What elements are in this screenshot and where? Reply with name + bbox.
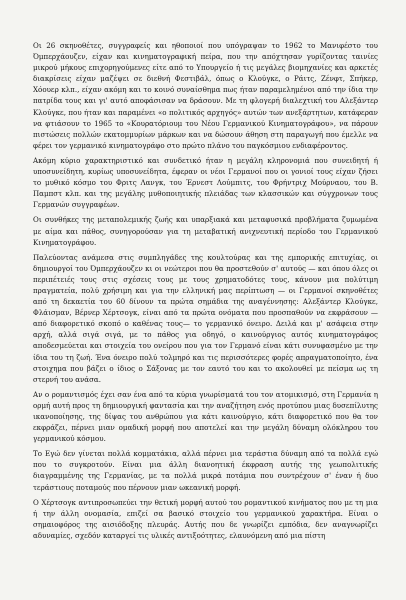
paragraph-3: Οι συνθήκες της μεταπολεμικής ζωής και υπαρξιακά και μεταφυσικά προβλήματα ζυμωμένα με αίμα και πάθος, συνηγορούσαν για τη μεταβατική ανιχνευτική περίοδο του Γερμανικού Κινηματογράφου.: [33, 215, 378, 247]
paragraph-4: Παλεύοντας ανάμεσα στις συμπληγάδες της κουλτούρας και της εμπορικής επιτυχίας, οι δημιουργοί του Όμπερχάουζεν κι οι νεώτεροι που θα προστεθούν σ' αυτούς — και όπου όλες οι περιπέτειές τους στις σχέσεις τους με τους χρηματοδότες τους, κάνουν μια πολύτιμη πραγματεία, πολύ χρήσιμη και για την ελληνική μας περίπτωση — οι Γερμανοί σκηνοθέτες από τη δεκαετία του 60 δίνουν τα πρώτα σημάδια της αναγέννησης: Αλεξάντερ Κλούγκε, Φλάισμαν, Βέρνερ Χέρτσογκ, είναι από τα πρώτα ονόματα που προσπαθούν να εκφράσουν —από διαφορετικό σκοπό ο καθένας τους— το γερμανικό όνειρο. Δειλά και μ' ασάφεια στην αρχή, αλλά σιγά σιγά, με το πάθος για οδηγό, ο καινούργιος αυτός κινηματογράφος αποδεσμεύεται και στοιχεία του ονείρου που για τον Γερμανό είναι κάτι συνυφασμένο με την ίδια του τη ζωή. Ένα όνειρο πολύ τολμηρό και τις περισσότερες φορές απραγματοποίητο, ένα στοιχημα που βάζει ο ίδιος ο Σάξονας με τον εαυτό του και το ακολουθεί με πείσμα ως τη στερνή του ανάσα.: [33, 252, 378, 384]
paragraph-7: Ο Χέρτσογκ αντιπροσωπεύει την θετική μορφή αυτού του ρομαντικού κινήματος που με τη μια ή την άλλη ονομασία, επιζεί σα βασικό στοιχείο του γερμανικού χαρακτήρα. Είναι ο σημαιοφόρος της αισιόδοξης πλευράς. Αυτής που δε γνωρίζει εμπόδια, δεν αναγνωρίζει αδυναμίες, σχεδόν καταργεί τις υλικές αντιξοότητες, ελαυνόμενη από μια πίστη: [33, 497, 378, 540]
paragraph-1: Οι 26 σκηνοθέτες, συγγραφείς και ηθοποιοί που υπόγραψαν το 1962 το Μανιφέστο του Όμπερχάουζεν, είχαν και κινηματογραφική πείρα, που την απόχτησαν γυρίζοντας ταινίες μικρού μήκους επιχορηγούμενες είτε από το Υπουργείο ή τις μεγάλες βιομηχανίες και αρκετές διακρίσεις είχαν μαζέψει σε διεθνή Φεστιβάλ, όπως ο Κλούγκε, ο Ράιτς, Ζένφτ, Σπήκερ, Χόουερ κλπ., είχαν ακόμη και το κοινό συναίσθημα πως ήταν παραμελημένοι από την ίδια την πατρίδα τους και γι' αυτό αποφάσισαν να δράσουν. Με τη φλογερή διαλεχτική του Αλεξάντερ Κλούγκε, που ήταν και παραμένει «ο πολιτικός αρχηγός» αυτών των ανεξάρτητων, κατάφεραν να φτιάσουν το 1965 το «Κουρατόριουμ του Νέου Γερμανικού Κινηματογράφου», να πάρουν πιστώσεις πολλών εκατομμυρίων μάρκων και να δώσουν άθηση στη παραγωγή που έμελλε να φέρει τον γερμανικό κινηματογράφο στο πρώτο πλάνο του παγκόσμιου ενδιαφέροντος.: [33, 41, 378, 150]
paragraph-6: Το Εγώ δεν γίνεται πολλά κομματάκια, αλλά πέρνει μια τεράστια δύναμη από τα πολλά εγώ που το συγκροτούν. Είναι μια άλλη διανοητική έκφραση αυτής της γεωπολιτικής διαγραμμένης της Γερμανίας, με τα πολλά μικρά ποτάμια που συντρέχουν σ' έναν ή δυο τεράστιους ποταμούς που πέρνουν μιαν ωκεανική μορφή.: [33, 449, 378, 492]
paragraph-2: Ακόμη κύριο χαρακτηριστικό και συνδετικό ήταν η μεγάλη κληρονομιά που συνειδητή ή υποσυνείδητη, κυρίως υποσυνείδητα, έφεραν οι νέοι Γερμανοί που οι γονιοί τους είχαν ζήσει το μυθικό κόσμο του Φριτς Λανγκ, του Έρνεστ Λούμπιτς, του Φρήντριχ Μούρναου, του Β. Παμπστ κλπ. και της μεγάλης μυθοποιητικής πλειάδας των κλασσικών και σύγχρονων τους Γερμανών συγγραφέων.: [33, 155, 378, 210]
paragraph-5: Αν ο ρομαντισμός έχει σαν ένα από τα κύρια γνωρίσματά του τον ατομικισμό, στη Γερμανία η ορμή αυτή προς τη δημιουργική φαντασία και την αναζήτηση ενός προτύπου μιας δυσεπίλυτης ικανοποίησης, της δίψας του ανθρώπου για κάτι καινούργιο, κάτι διαφορετικό που θα τον εκφράζει, πέρνει μιαν ομαδική μορφή που αποτελεί και την μεγάλη δύναμη ολόκληρου του γερμανικού κόσμου.: [33, 389, 378, 444]
